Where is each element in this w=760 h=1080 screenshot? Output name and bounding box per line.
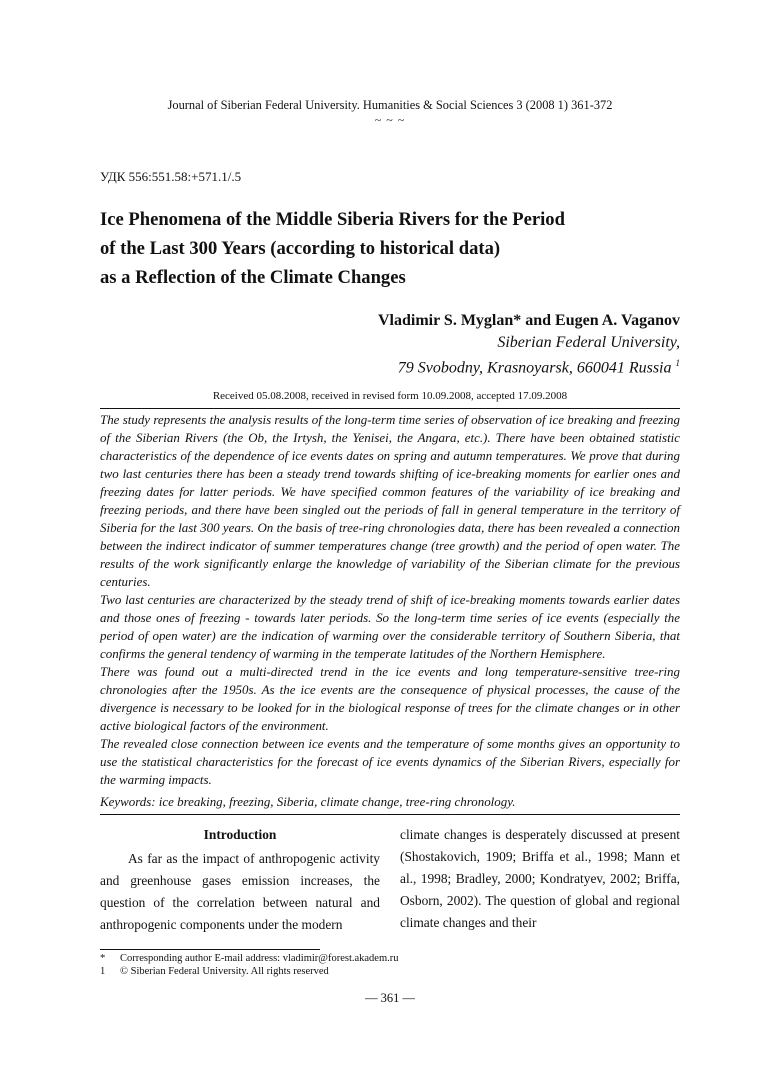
introduction-heading: Introduction xyxy=(203,827,277,842)
footnote-mark: 1 xyxy=(100,966,106,977)
affiliation-institution: Siberian Federal University, xyxy=(497,334,680,351)
footnote xyxy=(100,952,680,965)
title-line: Ice Phenomena of the Middle Siberia Rivers for the Period xyxy=(100,209,565,230)
footnote-text: Corresponding author E-mail address: vladimir@forest.akadem.ru xyxy=(120,953,399,964)
footnote-text: © Siberian Federal University. All rights reserved xyxy=(120,966,329,977)
abstract xyxy=(100,411,680,789)
udk-code: УДК 556:551.58:+571.1/.5 xyxy=(100,169,242,184)
title-line: of the Last 300 Years (according to historical data) xyxy=(100,238,501,259)
abstract-paragraph: The revealed close connection between ice events and the temperature of some months gives an opportunity to use the statistical characteristics for the forecast of ice events dynamics of the Siberian Rivers, especially for the warming impacts. xyxy=(100,736,680,787)
footnote xyxy=(100,965,680,978)
abstract-bottom-rule xyxy=(100,814,680,815)
abstract-paragraph: The study represents the analysis results of the long-term time series of observation of ice breaking and freezing of the Siberian Rivers (the Ob, the Irtysh, the Yenisei, the Angara, etc.). There have been obtained statistic characteristics of the dependence of ice events dates on spring and autumn temperatures. We prove that during two last centuries there has been a steady trend towards shifting of ice-breaking moments for earlier ones and freezing dates for latter periods. We have specified common features of the variability of ice breaking and freezing periods, and there have been singled out the periods of fall in general temperature in the territory of Siberia for the last 300 years. On the basis of tree-ring chronologies data, there has been revealed a connection between the indirect indicator of summer temperatures change (tree growth) and the period of open water. The results of the work significantly enlarge the knowledge of variability of the Siberian climate for the previous centuries. xyxy=(100,412,680,589)
introduction-left-column xyxy=(100,826,380,936)
abstract-top-rule xyxy=(100,408,680,409)
keywords: Keywords: ice breaking, freezing, Siberia, climate change, tree-ring chronology. xyxy=(100,794,516,809)
page-number: — 361 — xyxy=(365,991,415,1005)
affiliation-address: 79 Svobodny, Krasnoyarsk, 660041 Russia $^1$ xyxy=(397,358,680,377)
introduction-right-column xyxy=(400,824,680,934)
authors: Vladimir S. Myglan* and Eugen A. Vaganov xyxy=(377,312,680,329)
footnotes xyxy=(100,952,680,978)
affiliation-footnote-mark: 1 xyxy=(675,358,680,368)
introduction-paragraph-continued: climate changes is desperately discussed at present (Shostakovich, 1909; Briffa et al., 1998; Mann et al., 1998; Bradley, 2000; Kondratyev, 2002; Briffa, Osborn, 2002). The question of global and regional climate changes and their xyxy=(400,827,680,930)
footnote-rule xyxy=(100,949,320,950)
affiliation xyxy=(398,332,680,378)
footnote-mark: * xyxy=(100,953,106,964)
title-line: as a Reflection of the Climate Changes xyxy=(100,267,406,288)
abstract-paragraph: There was found out a multi-directed trend in the ice events and long temperature-sensitive tree-ring chronologies after the 1950s. As the ice events are the consequence of physical processes, the cause of the divergence is necessary to be looked for in the biological response of trees for the climate changes or in other active biological factors of the environment. xyxy=(100,664,680,733)
journal-header: Journal of Siberian Federal University. Humanities & Social Sciences 3 (2008 1) 361-372 xyxy=(167,98,613,112)
abstract-paragraph: Two last centuries are characterized by the steady trend of shift of ice-breaking moments towards earlier dates and those ones of freezing - towards later periods. So the long-term time series of ice events (especially the period of open water) are the indication of warming over the considerable territory of Southern Siberia, that confirms the general tendency of warming in the temperate latitudes of the Northern Hemisphere. xyxy=(100,592,680,661)
received-dates: Received 05.08.2008, received in revised form 10.09.2008, accepted 17.09.2008 xyxy=(212,390,568,402)
introduction-paragraph: As far as the impact of anthropogenic activity and greenhouse gases emission increases, the question of the correlation between natural and anthropogenic components under the modern xyxy=(100,851,380,932)
header-separator: ~ ~ ~ xyxy=(374,113,406,127)
paper-title xyxy=(100,205,680,292)
